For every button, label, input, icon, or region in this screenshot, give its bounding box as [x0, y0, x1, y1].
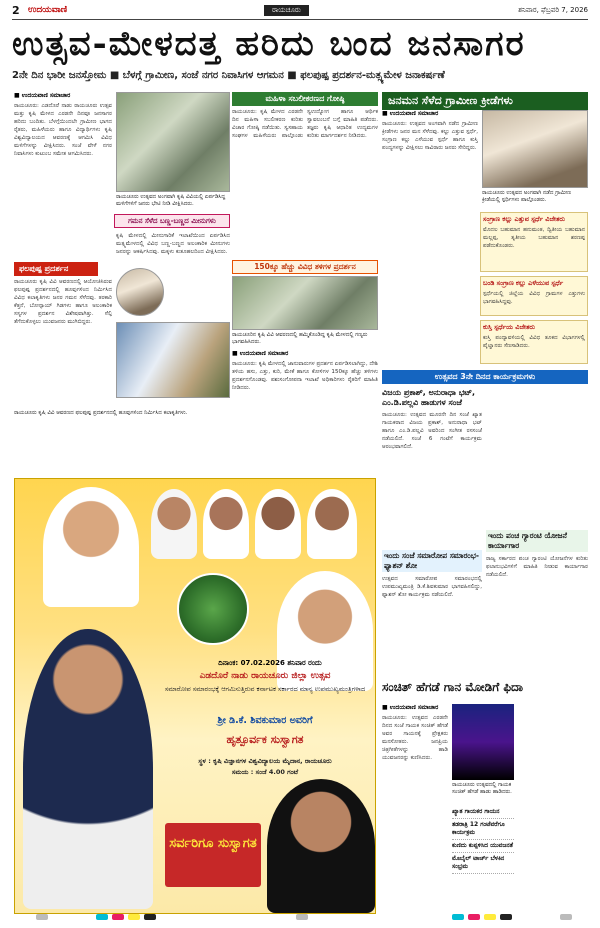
utsav-logo — [177, 573, 249, 645]
ad-time: ಸಮಯ : ಸಂಜೆ 4.00 ಗಂಟೆ — [231, 768, 299, 776]
ad-portrait-1 — [43, 487, 139, 607]
masthead — [12, 4, 588, 20]
sanchit-article — [382, 704, 448, 914]
flower-show-tag: ಫಲಪುಷ್ಪ ಪ್ರದರ್ಶನ — [14, 262, 98, 276]
ad-event-body: ಸಮಾರೋಪ ಸಮಾರಂಭಕ್ಕೆ ಆಗಮಿಸುತ್ತಿರುವ ಕರ್ನಾಟಕ ಸರ್ಕಾರದ ಮಾನ್ಯ ಉಪಮುಖ್ಯಮಂತ್ರಿಗಳಾದ — [164, 685, 366, 693]
highlight-item: ಮೊಬೈಲ್ ಟಾರ್ಚ್ ಬೆಳಕಿನ ಸಂಭ್ರಮ — [452, 853, 514, 874]
ad-guest-name: ಶ್ರೀ ಡಿ.ಕೆ. ಶಿವಕುಮಾರ ಅವರಿಗೆ — [217, 715, 313, 726]
program-story-3-title: ಇಂದು ಪಂಚ ಗ್ಯಾರಂಟಿ ಯೋಜನೆ ಕಾರ್ಯಾಗಾರ — [486, 530, 588, 552]
cart-pull-box — [480, 276, 588, 316]
registration-mark — [128, 914, 140, 920]
sanchit-caption: ರಾಯಚೂರು ಉತ್ಸವದಲ್ಲಿ ಗಾಯಕ ಸಂಚಿತ್ ಹೆಗಡೆ ಹಾಡು ಹಾಡಿದರು. — [452, 782, 512, 795]
wrestling-box — [480, 320, 588, 364]
subheadline: 2ನೇ ದಿನ ಭಾರೀ ಜನಸ್ತೋಮ ■ ಬೆಳಗ್ಗೆ ಗ್ರಾಮೀಣ, ಸಂಜೆ ನಗರ ನಿವಾಸಿಗಳ ಆಗಮನ ■ ಫಲಪುಷ್ಪ ಪ್ರದರ್ಶನ-ಮತ್ಸ್ಯಮೇಳ ಜನಾಕರ್ಷಣೆ — [12, 70, 445, 81]
program-story-3 — [486, 530, 588, 670]
rural-sports-body-cont — [382, 194, 478, 364]
stone-lift-box — [480, 212, 588, 272]
breeds-photo — [232, 276, 378, 330]
registration-mark — [296, 914, 308, 920]
registration-mark — [36, 914, 48, 920]
rural-sports-body: ರಾಯಚೂರು: ಉತ್ಸವದ ಅಂಗವಾಗಿ ನಡೆದ ಗ್ರಾಮೀಣ ಕ್ರೀಡೆಗಳು ಜನರ ಮನ ಸೆಳೆದವು. ಕಲ್ಲು ಎತ್ತುವ ಸ್ಪರ್ಧೆ, ಸಂಗ್ರಾಣ ಕಲ್ಲು ಎಳೆಯುವ ಸ್ಪರ್ಧೆ ಹಾಗೂ ಕುಸ್ತಿ ಪಂದ್ಯಗಳನ್ನು ವೀಕ್ಷಿಸಲು ಸಾವಿರಾರು ಜನರು ಸೇರಿದ್ದರು. — [382, 121, 478, 151]
program-story-1-body: ರಾಯಚೂರು: ಉತ್ಸವದ ಮೂರನೇ ದಿನ ಸಂಜೆ ಖ್ಯಾತ ಗಾಯಕರಾದ ವಿಜಯ ಪ್ರಕಾಶ್, ಅನುರಾಧಾ ಭಟ್ ಹಾಗೂ ಎಂ.ಡಿ.ಪಲ್ಲವಿ ಅವರಿಂದ ಸಂಗೀತ ರಸಸಂಜೆ ನಡೆಯಲಿದೆ. ಸಂಜೆ 6 ಗಂಟೆಗೆ ಕಾರ್ಯಕ್ರಮ ಆರಂಭವಾಗಲಿದೆ. — [382, 412, 482, 450]
left-photo-caption: ರಾಯಚೂರು ಉತ್ಸವದ ಅಂಗವಾಗಿ ಕೃಷಿ ವಿವಿಯಲ್ಲಿ ಏರ್ಪಡಿಸಿದ್ದ ಮಳಿಗೆಗಳಿಗೆ ಜನರು ಭೇಟಿ ನೀಡಿ ವೀಕ್ಷಿಸಿದರು. — [116, 194, 226, 207]
registration-mark — [560, 914, 572, 920]
cart-pull-body: ಸ್ಪರ್ಧೆಯಲ್ಲಿ ಜಿಲ್ಲೆಯ ವಿವಿಧ ಗ್ರಾಮಗಳ ಎತ್ತುಗಳು ಭಾಗವಹಿಸಿದ್ದವು. — [483, 291, 585, 305]
registration-mark — [112, 914, 124, 920]
breeds-title: 150ಕ್ಕೂ ಹೆಚ್ಚು ವಿವಿಧ ತಳಿಗಳ ಪ್ರದರ್ಶನ — [254, 262, 356, 271]
breeds-byline: ■ ಉದಯವಾಣಿ ಸಮಾಚಾರ — [232, 350, 289, 357]
registration-mark — [484, 914, 496, 920]
left-photo — [116, 92, 230, 192]
breeds-article — [232, 350, 378, 474]
flower-art-caption: ರಾಯಚೂರು ಕೃಷಿ ವಿವಿ ಆವರಣದ ಫಲಪುಷ್ಪ ಪ್ರದರ್ಶನದಲ್ಲಿ ಹೂವುಗಳಿಂದ ನಿರ್ಮಿಸಿದ ಕಲಾಕೃತಿಗಳು. — [14, 410, 188, 416]
day3-program-strip: ಉತ್ಸವದ 3ನೇ ದಿನದ ಕಾರ್ಯಕ್ರಮಗಳು — [382, 370, 588, 384]
wrestling-title: ಕುಸ್ತಿ ಸ್ಪರ್ಧೆಯ ವಿಜೇತರು — [483, 323, 535, 331]
issue-date: ಶನಿವಾರ, ಫೆಬ್ರವರಿ 7, 2026 — [518, 6, 588, 14]
sanchit-photo — [452, 704, 514, 780]
registration-mark — [468, 914, 480, 920]
stone-lift-title: ಸಂಗ್ರಾಣ ಕಲ್ಲು ಎತ್ತುವ ಸ್ಪರ್ಧೆ ವಿಜೇತರು — [483, 215, 565, 223]
registration-mark — [452, 914, 464, 920]
sanchit-body-cont — [518, 704, 588, 914]
wrestling-body: ಕುಸ್ತಿ ಪಂದ್ಯಾವಳಿಯಲ್ಲಿ ವಿವಿಧ ತೂಕದ ವಿಭಾಗಗಳಲ್ಲಿ ಪೈಲ್ವಾನರು ಸೆಣಸಾಡಿದರು. — [483, 335, 585, 349]
ad-venue: ಸ್ಥಳ : ಕೃಷಿ ವಿಜ್ಞಾನಗಳ ವಿಶ್ವವಿದ್ಯಾಲಯ ಮೈದಾನ, ರಾಯಚೂರು — [198, 757, 332, 765]
ad-portrait-4 — [255, 489, 301, 559]
fish-title-box — [114, 214, 230, 228]
cart-pull-title: ಬಂಡಿ ಸಂಗ್ರಾಣ ಕಲ್ಲು ಎಳೆಯುವ ಸ್ಪರ್ಧೆ — [483, 279, 564, 287]
breeds-title-box — [232, 260, 378, 274]
ad-welcome-banner: ಸರ್ವರಿಗೂ ಸುಸ್ವಾಗತ — [165, 823, 261, 887]
program-story-1-title: ವಿಜಯ ಪ್ರಕಾಶ್, ಅನುರಾಧಾ ಭಟ್, ಎಂ.ಡಿ.ಪಲ್ಲವಿ ಹಾಡುಗಳ ಸಂಜೆ — [382, 388, 476, 407]
breeds-body: ರಾಯಚೂರು: ಕೃಷಿ ಮೇಳದಲ್ಲಿ ಜಾನುವಾರುಗಳ ಪ್ರದರ್ಶನ ಏರ್ಪಡಿಸಲಾಗಿದ್ದು, ದೇಶಿ ತಳಿಯ ಹಸು, ಎತ್ತು, ಕುರಿ, ಮೇಕೆ ಹಾಗೂ ಕೋಳಿಗಳ 150ಕ್ಕೂ ಹೆಚ್ಚು ತಳಿಗಳು ಪ್ರದರ್ಶನಗೊಂಡವು. ಪಶುಸಂಗೋಪನಾ ಇಲಾಖೆ ಅಧಿಕಾರಿಗಳು ರೈತರಿಗೆ ಮಾಹಿತಿ ನೀಡಿದರು. — [232, 361, 378, 391]
program-story-1-cont — [486, 388, 588, 528]
ad-portrait-8 — [267, 779, 375, 913]
ad-event-date: ದಿನಾಂಕ: 07.02.2026 ಶನಿವಾರ ರಂದು — [218, 659, 322, 667]
program-story-2-body: ಉತ್ಸವದ ಸಮಾರೋಪ ಸಮಾರಂಭದಲ್ಲಿ ಉಪಮುಖ್ಯಮಂತ್ರಿ ಡಿ.ಕೆ.ಶಿವಕುಮಾರ ಭಾಗವಹಿಸಲಿದ್ದು, ಫ್ಯಾಶನ್ ಶೋ ಕಾರ್ಯಕ್ರಮ ನಡೆಯಲಿದೆ. — [382, 576, 482, 598]
highlight-item: ಕುಣಿದು ಕುಪ್ಪಳಿಸಿದ ಯುವಜನತೆ — [452, 840, 514, 853]
highlight-item: ತಡರಾತ್ರಿ 12 ಗಂಟೆವರೆಗೂ ಕಾರ್ಯಕ್ರಮ — [452, 819, 514, 840]
highlight-item: ಖ್ಯಾತ ಗಾಯಕರ ಗಾಯನ — [452, 806, 514, 819]
sanchit-body: ರಾಯಚೂರು: ಉತ್ಸವದ ಎರಡನೇ ದಿನದ ಸಂಜೆ ಗಾಯಕ ಸಂಚಿತ್ ಹೆಗಡೆ ಅವರ ಗಾಯನಕ್ಕೆ ಪ್ರೇಕ್ಷಕರು ಮನಸೋತರು. ಜನಪ್ರಿಯ ಚಿತ್ರಗೀತೆಗಳನ್ನು ಹಾಡಿ ಯುವಜನರನ್ನು ಕುಣಿಸಿದರು. — [382, 715, 448, 761]
left-body: ರಾಯಚೂರು: ಎಡದೊರೆ ನಾಡು ರಾಯಚೂರು ಉತ್ಸವ ಮತ್ತು ಕೃಷಿ ಮೇಳದ ಎರಡನೇ ದಿನವೂ ಜನಸಾಗರ ಹರಿದು ಬಂದಿತು. ಬೆಳಗ್ಗೆಯಿಂದಲೇ ಗ್ರಾಮೀಣ ಭಾಗದ ರೈತರು, ಮಹಿಳೆಯರು ಹಾಗೂ ವಿದ್ಯಾರ್ಥಿಗಳು ಕೃಷಿ ವಿಶ್ವವಿದ್ಯಾಲಯದ ಆವರಣಕ್ಕೆ ಆಗಮಿಸಿ ವಿವಿಧ ಮಳಿಗೆಗಳನ್ನು ವೀಕ್ಷಿಸಿದರು. ಸಂಜೆ ವೇಳೆ ನಗರ ನಿವಾಸಿಗಳು ಕುಟುಂಬ ಸಮೇತ ಆಗಮಿಸಿದರು. — [14, 103, 112, 157]
rural-sports-title: ಜನಮನ ಸೆಳೆದ ಗ್ರಾಮೀಣ ಕ್ರೀಡೆಗಳು — [382, 92, 588, 110]
flower-show-body: ರಾಯಚೂರು ಕೃಷಿ ವಿವಿ ಆವರಣದಲ್ಲಿ ಆಯೋಜಿಸಿರುವ ಫಲಪುಷ್ಪ ಪ್ರದರ್ಶನದಲ್ಲಿ ಹೂವುಗಳಿಂದ ನಿರ್ಮಿಸಿದ ವಿವಿಧ ಕಲಾಕೃತಿಗಳು ಜನರ ಗಮನ ಸೆಳೆದವು. ತರಕಾರಿ ಕೆತ್ತನೆ, ಬೋನ್ಸಾಯ್ ಗಿಡಗಳು ಹಾಗೂ ಅಲಂಕಾರಿಕ ಸಸ್ಯಗಳ ಪ್ರದರ್ಶನ ವಿಶೇಷವಾಗಿತ್ತು. ಸೆಲ್ಫಿ ತೆಗೆದುಕೊಳ್ಳಲು ಯುವಜನರು ಮುಗಿಬಿದ್ದರು. — [14, 279, 112, 325]
city-label: ರಾಯಚೂರು — [264, 5, 309, 16]
welcome-advertisement — [14, 478, 376, 914]
registration-mark — [96, 914, 108, 920]
rural-sports-photo — [482, 110, 588, 188]
registration-mark — [144, 914, 156, 920]
women-empowerment-body: ರಾಯಚೂರು: ಕೃಷಿ ಮೇಳದ ಎರಡನೇ ದಿನ ಮಹಿಳಾ ಸಬಲೀಕರಣ ಕುರಿತು ವಿಚಾರ ಗೋಷ್ಠಿ ನಡೆಯಿತು. ಸ್ವಸಹಾಯ ಸಂಘಗಳ ಮಹಿಳೆಯರು ಪಾಲ್ಗೊಂಡು ಸ್ವಉದ್ಯೋಗ ಹಾಗೂ ಆರ್ಥಿಕ ಸ್ವಾವಲಂಬನೆ ಬಗ್ಗೆ ಮಾಹಿತಿ ಪಡೆದರು. ತಜ್ಞರು ಕೃಷಿ ಆಧಾರಿತ ಉದ್ಯಮಗಳ ಕುರಿತು ಮಾರ್ಗದರ್ಶನ ನೀಡಿದರು. — [232, 109, 378, 139]
stone-lift-body: ಮೊದಲ ಬಹುಮಾನ ಹನುಮಂತ, ದ್ವಿತೀಯ ಬಹುಮಾನ ಮಲ್ಲಪ್ಪ, ತೃತೀಯ ಬಹುಮಾನ ಶರಣಪ್ಪ ಪಡೆದುಕೊಂಡರು. — [483, 227, 585, 249]
main-headline: ಉತ್ಸವ-ಮೇಳದತ್ತ ಹರಿದು ಬಂದ ಜನಸಾಗರ — [12, 24, 526, 64]
sanchit-highlights — [452, 806, 514, 874]
fish-body: ಕೃಷಿ ಮೇಳದಲ್ಲಿ ಮೀನುಗಾರಿಕೆ ಇಲಾಖೆಯಿಂದ ಏರ್ಪಡಿಸಿದ ಮತ್ಸ್ಯಮೇಳದಲ್ಲಿ ವಿವಿಧ ಬಣ್ಣ-ಬಣ್ಣದ ಅಲಂಕಾರಿಕ ಮೀನುಗಳು ಜನರನ್ನು ಆಕರ್ಷಿಸಿದವು. ಮಕ್ಕಳು ಕುತೂಹಲದಿಂದ ವೀಕ್ಷಿಸಿದರು. — [116, 233, 230, 255]
program-story-2 — [382, 550, 482, 670]
left-byline: ■ ಉದಯವಾಣಿ ಸಮಾಚಾರ — [14, 92, 71, 99]
ad-portrait-6 — [23, 629, 153, 909]
ad-welcome-text: ಹೃತ್ಪೂರ್ವಕ ಸುಸ್ವಾಗತ — [226, 733, 304, 746]
rural-sports-article — [382, 110, 478, 190]
page-number: 2 — [12, 4, 20, 17]
rural-sports-caption: ರಾಯಚೂರು ಉತ್ಸವದ ಅಂಗವಾಗಿ ನಡೆದ ಗ್ರಾಮೀಣ ಕ್ರೀಡೆಯಲ್ಲಿ ಸ್ಪರ್ಧಿಗಳು ಪಾಲ್ಗೊಂಡರು. — [482, 190, 572, 203]
rural-sports-byline: ■ ಉದಯವಾಣಿ ಸಮಾಚಾರ — [382, 110, 439, 117]
program-story-2-title: ಇಂದು ಸಂಜೆ ಸಮಾರೋಪ ಸಮಾರಂಭ-ಫ್ಯಾಶನ್ ಶೋ — [382, 550, 482, 572]
fish-photo — [116, 268, 164, 316]
ad-portrait-3 — [203, 489, 249, 559]
fish-title: ಗಮನ ಸೆಳೆದ ಬಣ್ಣ-ಬಣ್ಣದ ಮೀನುಗಳು — [128, 217, 216, 225]
program-story-3-body: ರಾಜ್ಯ ಸರ್ಕಾರದ ಪಂಚ ಗ್ಯಾರಂಟಿ ಯೋಜನೆಗಳ ಕುರಿತು ಫಲಾನುಭವಿಗಳಿಗೆ ಮಾಹಿತಿ ನೀಡುವ ಕಾರ್ಯಾಗಾರ ನಡೆಯಲಿದೆ. — [486, 556, 588, 578]
brand-name: ಉದಯವಾಣಿ — [28, 5, 68, 15]
sanchit-byline: ■ ಉದಯವಾಣಿ ಸಮಾಚಾರ — [382, 704, 439, 711]
ad-portrait-5 — [307, 489, 357, 559]
sanchit-title: ಸಂಚಿತ್ ಹೆಗಡೆ ಗಾನ ಮೋಡಿಗೆ ಫಿದಾ — [382, 680, 524, 694]
flower-art-photo — [116, 322, 230, 398]
ad-event-title: ಎಡದೊರೆ ನಾಡು ರಾಯಚೂರು ಜಿಲ್ಲಾ ಉತ್ಸವ — [199, 671, 331, 681]
left-article — [14, 92, 112, 258]
registration-mark — [500, 914, 512, 920]
fish-body-cont — [168, 268, 230, 316]
women-empowerment-tag: ಮಹಿಳಾ ಸಬಲೀಕರಣದ ಗೋಷ್ಠಿ — [232, 92, 378, 106]
breeds-caption: ರಾಯಚೂರಿನ ಕೃಷಿ ವಿವಿ ಆವರಣದಲ್ಲಿ ಹಮ್ಮಿಕೊಂಡಿದ್ದ ಕೃಷಿ ಮೇಳದಲ್ಲಿ ಗಣ್ಯರು ಭಾಗವಹಿಸಿದರು. — [232, 332, 368, 345]
ad-portrait-2 — [151, 489, 197, 559]
